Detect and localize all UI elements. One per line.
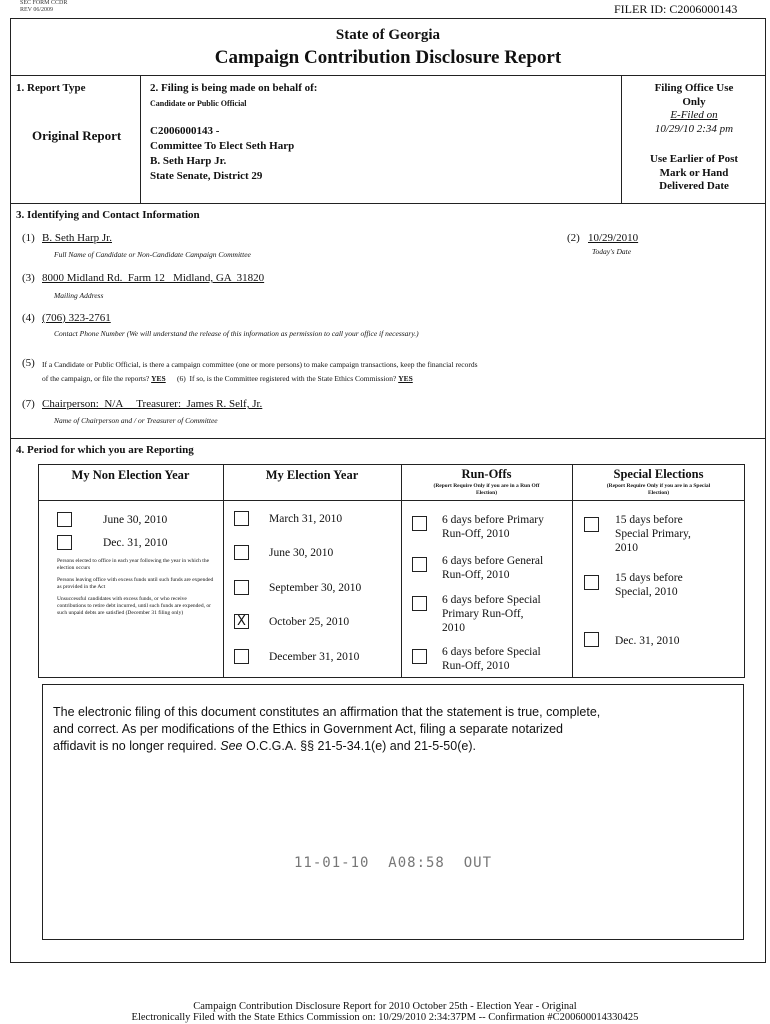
- affirmation-line: [53, 738, 733, 755]
- affirmation-line: The electronic filing of this document constitutes an affirmation that the statement is true, complete,: [53, 705, 601, 719]
- option-general-run-off: [442, 554, 543, 582]
- item-number: (1): [22, 232, 35, 244]
- option-march-31: March 31, 2010: [269, 513, 343, 525]
- option-text: 15 days before: [615, 572, 683, 584]
- contact-phone: (706) 323-2761: [42, 312, 111, 324]
- filing-behalf-label: 2. Filing is being made on behalf of:: [150, 82, 318, 94]
- filing-office-title: Only: [682, 95, 706, 108]
- option-december-31: December 31, 2010: [269, 651, 360, 663]
- option-october-25: October 25, 2010: [269, 616, 350, 628]
- option-text: Run-Off, 2010: [442, 660, 510, 672]
- option-text: Run-Off, 2010: [442, 569, 510, 581]
- contact-phone-caption: Contact Phone Number (We will understand the release of this information as permission to call your office if necessary.): [54, 329, 419, 338]
- divider: [140, 75, 141, 203]
- option-september-30: September 30, 2010: [269, 582, 362, 594]
- special-elections-note: Election): [647, 490, 670, 496]
- report-type-label: 1. Report Type: [16, 82, 86, 94]
- registered-question: (6) If so, is the Committee registered with the State Ethics Commission?: [176, 374, 397, 383]
- affirmation-see: See: [220, 739, 243, 753]
- report-date: 10/29/2010: [588, 232, 639, 244]
- filing-office-title: Filing Office Use: [654, 82, 734, 94]
- non-election-note: Unsuccessful candidates with excess funds, or who receive contributions to retire debt incurred, until such funds are expended, or such unpaid debts are satisfied (December 31 filing only): [57, 596, 211, 616]
- candidate-name: B. Seth Harp Jr.: [42, 232, 112, 244]
- filing-office-note: Delivered Date: [659, 180, 729, 192]
- filing-behalf-sublabel: Candidate or Public Official: [150, 99, 247, 108]
- item-number: (5): [22, 357, 35, 369]
- option-text: Run-Off, 2010: [442, 528, 510, 540]
- filer-line: Committee To Elect Seth Harp: [150, 140, 295, 152]
- item-number: (7): [22, 398, 35, 410]
- option-text: 15 days before: [615, 514, 683, 526]
- chair-treasurer-caption: Name of Chairperson and / or Treasurer of Committee: [54, 416, 218, 425]
- run-offs-note: (Report Require Only if you are in a Run Off: [433, 483, 540, 489]
- checkbox-dec-31[interactable]: [57, 535, 72, 550]
- affirmation-line: and correct. As per modifications of the Ethics in Government Act, filing a separate notarized: [53, 722, 563, 736]
- option-text: Special Primary,: [615, 528, 691, 540]
- option-june-30-election: June 30, 2010: [269, 547, 334, 559]
- non-election-notes: [57, 558, 215, 617]
- option-text: 2010: [442, 622, 465, 634]
- divider: [10, 203, 766, 204]
- report-type-value: Original Report: [32, 128, 122, 143]
- option-special: [615, 571, 683, 599]
- checkbox-june-30-election[interactable]: [234, 545, 249, 560]
- option-june-30: June 30, 2010: [103, 514, 168, 526]
- filer-id: FILER ID: C2006000143: [614, 2, 738, 16]
- mailing-address-caption: Mailing Address: [54, 291, 104, 300]
- committee-answer: YES: [151, 374, 166, 383]
- checkbox-june-30[interactable]: [57, 512, 72, 527]
- candidate-name-caption: Full Name of Candidate or Non-Candidate Campaign Committee: [54, 250, 251, 259]
- checkbox-special-run-off[interactable]: [412, 649, 427, 664]
- non-election-note: Persons leaving office with excess funds until such funds are expended as provided in the Act: [57, 577, 214, 590]
- option-text: 6 days before Primary: [442, 514, 544, 526]
- option-text: Special, 2010: [615, 586, 678, 598]
- run-offs-heading: Run-Offs: [461, 467, 512, 481]
- contact-info-label: 3. Identifying and Contact Information: [16, 209, 200, 221]
- efiled-date: 10/29/10 2:34 pm: [654, 122, 734, 135]
- option-text: 6 days before General: [442, 555, 544, 567]
- option-text: Primary Run-Off,: [442, 608, 524, 620]
- run-offs-note: Election): [475, 490, 498, 496]
- checkbox-march-31[interactable]: [234, 511, 249, 526]
- form-code: [20, 0, 67, 14]
- checkbox-primary-run-off[interactable]: [412, 516, 427, 531]
- checkbox-october-25[interactable]: X: [234, 614, 249, 629]
- option-text: 6 days before Special: [442, 594, 541, 606]
- filer-line: C2006000143 -: [150, 125, 220, 137]
- footer: [0, 1001, 770, 1023]
- option-special-primary-run-off: [442, 593, 541, 635]
- special-elections-note: (Report Require Only if you are in a Special: [606, 483, 711, 489]
- received-stamp: 11-01-10 A08:58 OUT: [294, 855, 493, 871]
- filer-line: State Senate, District 29: [150, 170, 263, 182]
- filer-details: [150, 124, 294, 184]
- filing-office-note: Mark or Hand: [659, 166, 729, 179]
- election-year-heading: My Election Year: [265, 468, 359, 482]
- state-heading: State of Georgia: [335, 27, 441, 43]
- form-code-line: SEC FORM CCDR: [20, 0, 68, 6]
- committee-question-line2: [42, 374, 413, 383]
- non-election-year-heading: My Non Election Year: [71, 468, 190, 482]
- checkbox-general-run-off[interactable]: [412, 557, 427, 572]
- affirmation-phrase: affidavit is no longer required.: [53, 739, 217, 753]
- footer-line: Campaign Contribution Disclosure Report for 2010 October 25th - Election Year - Original: [193, 1001, 577, 1012]
- committee-question: If a Candidate or Public Official, is there a campaign committee (one or more persons) to make campaign transactions, keep the financial records: [42, 360, 478, 369]
- reporting-period-label: 4. Period for which you are Reporting: [16, 444, 194, 456]
- checkbox-september-30[interactable]: [234, 580, 249, 595]
- item-number: (3): [22, 272, 35, 284]
- divider: [223, 464, 224, 678]
- non-election-note: Persons elected to office in each year following the year in which the election occurs: [57, 558, 210, 571]
- registered-answer: YES: [398, 374, 413, 383]
- checkbox-special-primary[interactable]: [584, 517, 599, 532]
- option-special-dec-31: Dec. 31, 2010: [615, 635, 680, 647]
- filer-line: B. Seth Harp Jr.: [150, 155, 227, 167]
- report-date-caption: Today's Date: [592, 247, 632, 256]
- affirmation-text: [53, 704, 733, 755]
- option-special-run-off: [442, 645, 541, 673]
- option-primary-run-off: [442, 513, 544, 541]
- footer-line: Electronically Filed with the State Ethics Commission on: 10/29/2010 2:34:37PM -- Confirmation #C200600014330425: [131, 1012, 639, 1023]
- option-dec-31: Dec. 31, 2010: [103, 537, 168, 549]
- option-text: 2010: [615, 542, 638, 554]
- divider: [10, 438, 766, 439]
- affirmation-citation: O.C.G.A. §§ 21-5-34.1(e) and 21-5-50(e).: [245, 739, 476, 753]
- mailing-address: 8000 Midland Rd. Farm 12 Midland, GA 31820: [42, 272, 265, 284]
- item-number: (4): [22, 312, 35, 324]
- committee-question-text: of the campaign, or file the reports?: [42, 374, 150, 383]
- item-number: (2): [567, 232, 580, 244]
- checkbox-special-primary-run-off[interactable]: [412, 596, 427, 611]
- special-elections-heading: Special Elections: [613, 467, 704, 481]
- divider: [10, 75, 766, 76]
- option-special-primary: [615, 513, 691, 555]
- checkbox-special[interactable]: [584, 575, 599, 590]
- chair-treasurer: Chairperson: N/A Treasurer: James R. Self, Jr.: [42, 398, 263, 410]
- special-elections-subheading: [572, 483, 745, 497]
- efiled-label: E-Filed on: [670, 109, 718, 121]
- checkbox-special-dec-31[interactable]: [584, 632, 599, 647]
- checkbox-december-31[interactable]: [234, 649, 249, 664]
- run-offs-subheading: [401, 483, 572, 497]
- filing-office-note: Use Earlier of Post: [649, 153, 739, 165]
- option-text: 6 days before Special: [442, 646, 541, 658]
- report-title: Campaign Contribution Disclosure Report: [214, 47, 562, 68]
- form-revision-line: REV 06/2009: [20, 7, 54, 13]
- filing-office-box: [622, 82, 766, 194]
